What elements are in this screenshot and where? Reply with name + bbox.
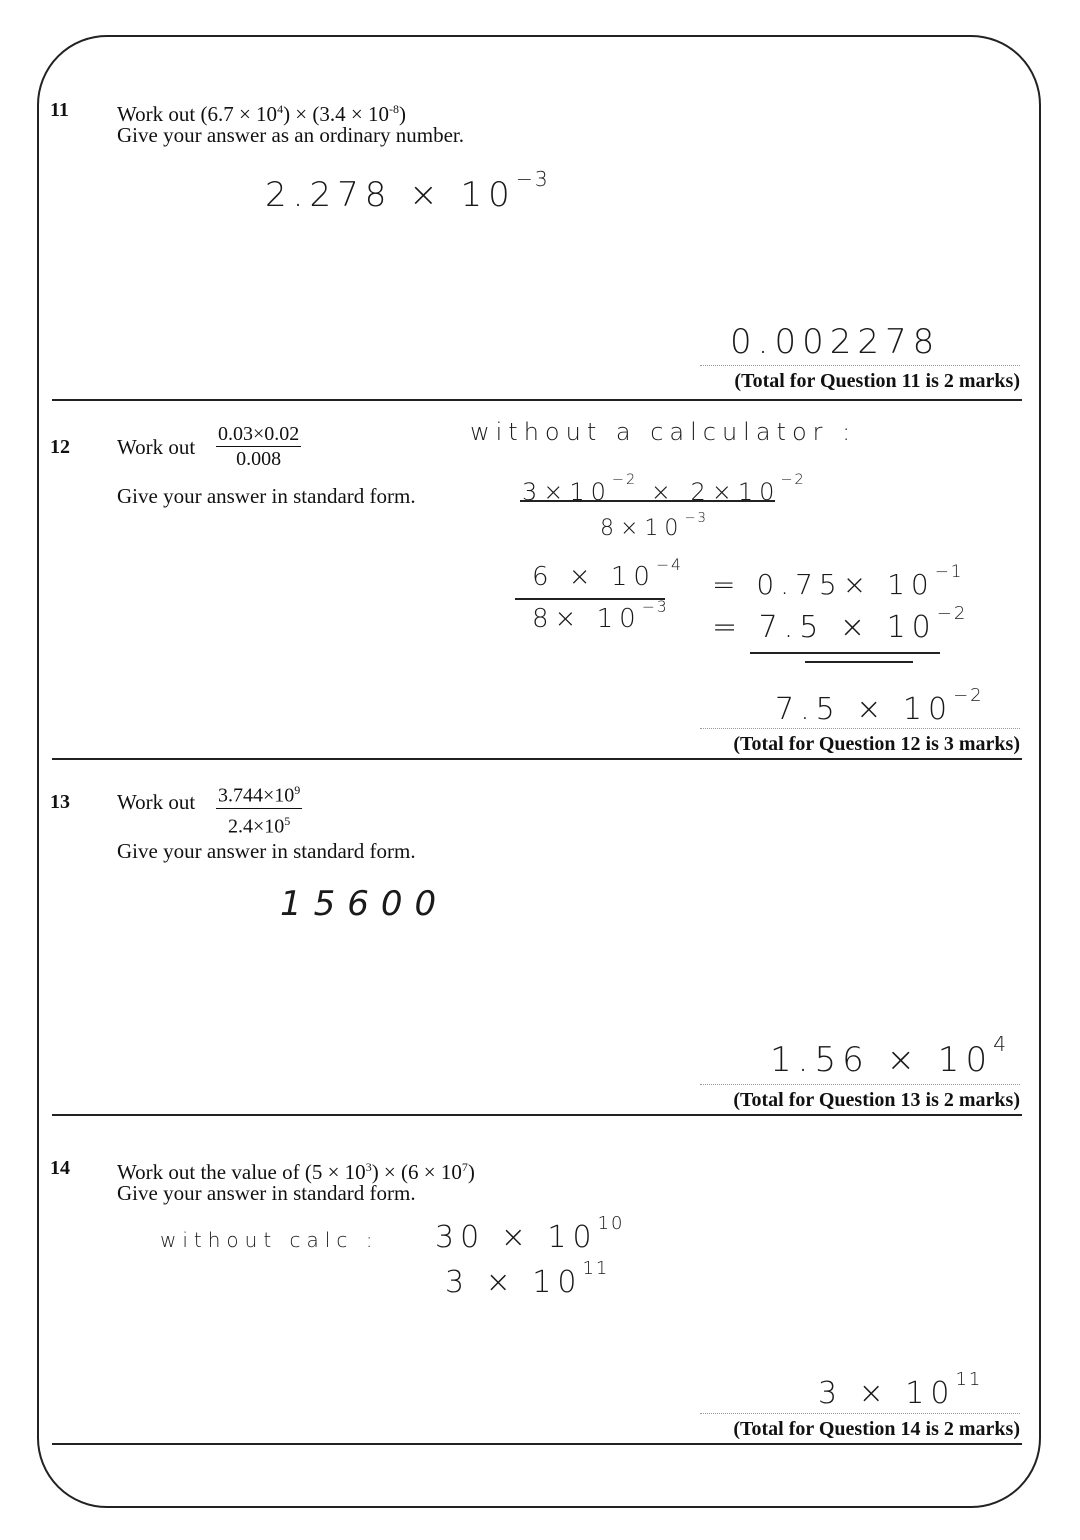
exponent: 11 <box>582 1257 610 1279</box>
question-number: 13 <box>50 791 70 813</box>
question-instruction: Give your answer in standard form. <box>117 839 416 863</box>
text: ) <box>399 102 406 126</box>
exponent: −2 <box>780 472 806 489</box>
handwritten-working <box>600 510 708 541</box>
exponent: -8 <box>389 102 399 116</box>
question-total: (Total for Question 11 is 2 marks) <box>734 370 1020 392</box>
exponent: −2 <box>611 472 638 489</box>
text: ) × (6 × 10 <box>371 1160 462 1184</box>
text: 6 × 10 <box>532 562 656 592</box>
text: Work out the value of (5 × 10 <box>117 1160 366 1184</box>
text: 3×10 <box>522 478 612 506</box>
denominator <box>228 809 290 839</box>
exponent: 4 <box>277 102 284 116</box>
exponent: −2 <box>953 684 984 706</box>
answer-line <box>700 1413 1020 1414</box>
exponent: −4 <box>655 555 683 574</box>
text: 3 × 10 <box>445 1265 583 1300</box>
fraction-bar <box>520 500 775 502</box>
answer-value <box>770 1031 1009 1080</box>
text: × 2×10 <box>650 478 781 506</box>
answer-value <box>775 684 984 727</box>
handwritten-working <box>712 602 968 645</box>
exponent: 10 <box>597 1212 625 1234</box>
handwritten-working <box>435 1212 625 1255</box>
exponent: −3 <box>515 166 550 191</box>
handwritten-note: without calc : <box>160 1228 379 1252</box>
question-instruction: Give your answer in standard form. <box>117 1181 416 1205</box>
question-text: Work out <box>117 435 196 459</box>
handwritten-working <box>712 561 964 601</box>
handwritten-working <box>445 1257 610 1300</box>
question-number: 12 <box>50 436 70 458</box>
text: ) <box>467 1160 475 1184</box>
exponent: 7 <box>461 1160 468 1174</box>
handwritten-working: 15600 <box>280 884 449 924</box>
text: 8×10 <box>600 516 685 541</box>
exponent: −1 <box>934 561 964 582</box>
question-instruction: Give your answer as an ordinary number. <box>117 123 464 147</box>
divider <box>52 399 1022 401</box>
exponent: 5 <box>284 813 291 828</box>
answer-value: 0.002278 <box>730 322 941 362</box>
handwritten-working <box>532 555 683 592</box>
question-total: (Total for Question 12 is 3 marks) <box>733 733 1020 755</box>
denominator: 0.008 <box>236 448 282 470</box>
fraction <box>216 422 301 471</box>
text: ) × (3.4 × 10 <box>283 102 389 126</box>
numerator: 0.03×0.02 <box>218 423 300 445</box>
answer-value <box>818 1368 983 1411</box>
question-text <box>117 97 406 126</box>
divider <box>52 1443 1022 1445</box>
numerator <box>216 778 302 809</box>
text: = 0.75× 10 <box>712 568 935 601</box>
handwritten-working <box>265 166 550 215</box>
question-text <box>117 1155 475 1184</box>
handwritten-note: without a calculator : <box>470 418 857 446</box>
question-number: 14 <box>50 1157 70 1179</box>
text: 1.56 × 10 <box>770 1040 994 1080</box>
question-total: (Total for Question 13 is 2 marks) <box>733 1089 1020 1111</box>
exponent: −3 <box>684 510 708 526</box>
exponent: −3 <box>641 597 669 616</box>
question-total: (Total for Question 14 is 2 marks) <box>733 1418 1020 1440</box>
question-text: Work out <box>117 790 196 814</box>
text: 30 × 10 <box>435 1220 598 1255</box>
text: = 7.5 × 10 <box>712 610 937 645</box>
text: 3 × 10 <box>818 1376 956 1411</box>
divider <box>52 1114 1022 1116</box>
exponent: 3 <box>365 1160 372 1174</box>
text: 8× 10 <box>532 604 642 634</box>
exponent: 9 <box>294 783 301 797</box>
exponent: −2 <box>936 602 968 624</box>
divider <box>52 758 1022 760</box>
text: Work out (6.7 × 10 <box>117 102 278 126</box>
answer-line <box>700 1084 1020 1085</box>
text: 7.5 × 10 <box>775 692 954 727</box>
exponent: 11 <box>955 1368 983 1390</box>
exponent: 4 <box>993 1031 1009 1056</box>
underline <box>805 661 913 663</box>
answer-line <box>700 365 1020 366</box>
underline <box>750 652 940 654</box>
handwritten-working <box>532 597 669 634</box>
question-instruction: Give your answer in standard form. <box>117 484 416 508</box>
text: 2.4×10 <box>228 815 285 838</box>
fraction <box>216 778 302 838</box>
question-number: 11 <box>50 99 69 121</box>
answer-line <box>700 728 1020 729</box>
text: 3.744×10 <box>218 784 295 807</box>
text: 2.278 × 10 <box>265 175 516 215</box>
